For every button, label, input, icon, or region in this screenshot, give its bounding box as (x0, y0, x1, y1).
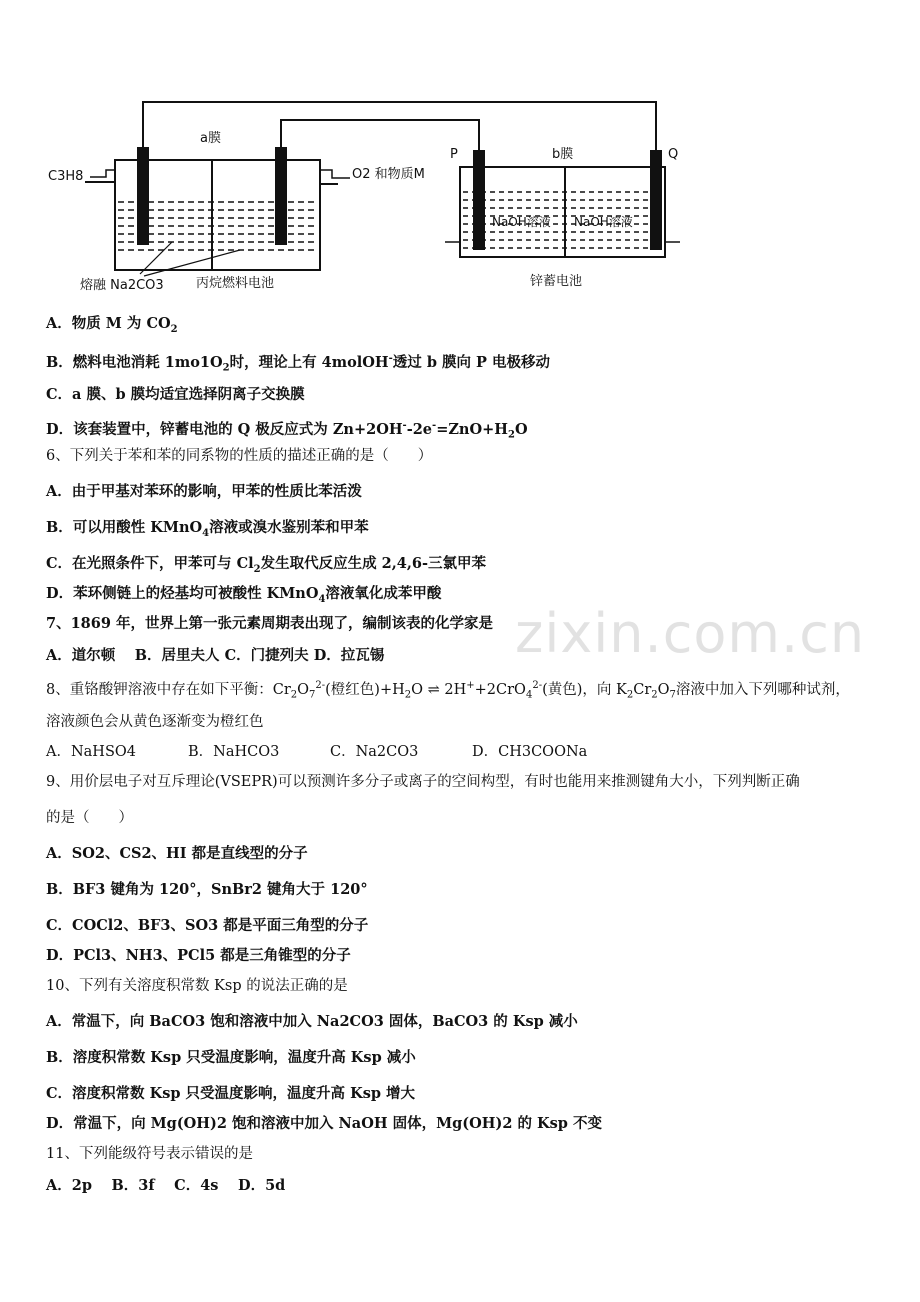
q6-stem: 6、下列关于苯和苯的同系物的性质的描述正确的是（ ） (46, 448, 433, 464)
q10-stem: 10、下列有关溶度积常数 Ksp 的说法正确的是 (46, 978, 348, 994)
q10-option-c: C．溶度积常数 Ksp 只受温度影响，温度升高 Ksp 增大 (46, 1085, 416, 1102)
electrode-q (650, 150, 662, 250)
q9-option-d: D．PCl3、NH3、PCl5 都是三角锥型的分子 (46, 947, 351, 964)
zinc-battery-container (460, 167, 665, 257)
o2-label: O2 和物质M (352, 167, 425, 182)
q11-stem: 11、下列能级符号表示错误的是 (46, 1146, 253, 1162)
fuel-cell-cathode (275, 147, 287, 245)
watermark: zixin.com.cn (515, 602, 866, 665)
q5-option-b: B．燃料电池消耗 $1mo1O_2$时，理论上有 4molOH-透过 b 膜向 P 电极移动 (46, 353, 550, 374)
q9-stem-line2: 的是（ ） (46, 810, 133, 826)
q9-stem: 9、用价层电子对互斥理论(VSEPR)可以预测许多分子或离子的空间构型，有时也能用来推测键角大小，下列判断正确 (46, 774, 800, 790)
a-membrane-label: a膜 (200, 131, 221, 146)
p-label: P (450, 147, 458, 162)
q7-stem: 7、1869 年，世界上第一张元素周期表出现了，编制该表的化学家是 (46, 615, 493, 632)
q8-option-a: A．NaHSO4 (46, 744, 136, 760)
q8-option-c: C．Na2CO3 (330, 744, 419, 760)
q8-stem-line2: 溶液颜色会从黄色逐渐变为橙红色 (46, 714, 264, 730)
q-label: Q (668, 147, 679, 162)
q5-option-d: D．该套装置中，锌蓄电池的 Q 极反应式为 $Zn+2OH^--2e^-=ZnO+H_2O$ (46, 420, 528, 441)
electrode-p (473, 150, 485, 250)
q6-option-c: C．在光照条件下，甲苯可与 $Cl_2$发生取代反应生成 2,4,6-三氯甲苯 (46, 555, 487, 575)
q10-option-a: A．常温下，向 BaCO3 饱和溶液中加入 Na2CO3 固体，BaCO3 的 Ksp 减小 (46, 1013, 578, 1030)
naoh-right-label: NaOH溶液 (574, 215, 633, 229)
fuel-cell-anode (137, 147, 149, 245)
zinc-battery-label: 锌蓄电池 (530, 274, 583, 289)
q8-stem: 8、重铬酸钾溶液中存在如下平衡：$Cr_2O_7^{2-}$(橙红色)$+H_2O$ ⇌ 2H++2CrO$_4^{2-}$(黄色)，向 $K_2Cr_2O_7$溶液中加入下列哪种试剂， (46, 680, 850, 701)
q7-options: A．道尔顿 B．居里夫人 C．门捷列夫 D．拉瓦锡 (46, 647, 385, 664)
b-membrane-label: b膜 (552, 147, 574, 162)
q8-option-d: D．CH3COONa (472, 744, 588, 760)
molten-label: 熔融 Na2CO3 (80, 278, 164, 293)
q5-option-a: A．物质 M 为 $CO_2$ (46, 315, 178, 335)
propane-cell-label: 丙烷燃料电池 (196, 276, 275, 291)
q8-option-b: B．NaHCO3 (188, 744, 280, 760)
q9-option-b: B．BF3 键角为 120°，SnBr2 键角大于 120° (46, 881, 368, 898)
q10-option-d: D．常温下，向 Mg(OH)2 饱和溶液中加入 NaOH 固体，Mg(OH)2 的 Ksp 不变 (46, 1115, 602, 1132)
q11-options: A．2p B．3f C．4s D．5d (46, 1177, 286, 1194)
q10-option-b: B．溶度积常数 Ksp 只受温度影响，温度升高 Ksp 减小 (46, 1049, 416, 1066)
q5-option-c: C．a 膜、b 膜均适宜选择阴离子交换膜 (46, 386, 305, 403)
electrochemistry-diagram (40, 92, 680, 297)
q6-option-a: A．由于甲基对苯环的影响，甲苯的性质比苯活泼 (46, 483, 362, 500)
q6-option-d: D．苯环侧链上的烃基均可被酸性 KMnO$_4$溶液氧化成苯甲酸 (46, 585, 442, 605)
q9-option-a: A．SO2、CS2、HI 都是直线型的分子 (46, 845, 308, 862)
q9-option-c: C．COCl2、BF3、SO3 都是平面三角型的分子 (46, 917, 369, 934)
c3h8-label: C3H8 (48, 169, 84, 184)
q6-option-b: B．可以用酸性 KMnO$_4$溶液或溴水鉴别苯和甲苯 (46, 519, 369, 539)
naoh-left-label: NaOH溶液 (492, 215, 551, 229)
